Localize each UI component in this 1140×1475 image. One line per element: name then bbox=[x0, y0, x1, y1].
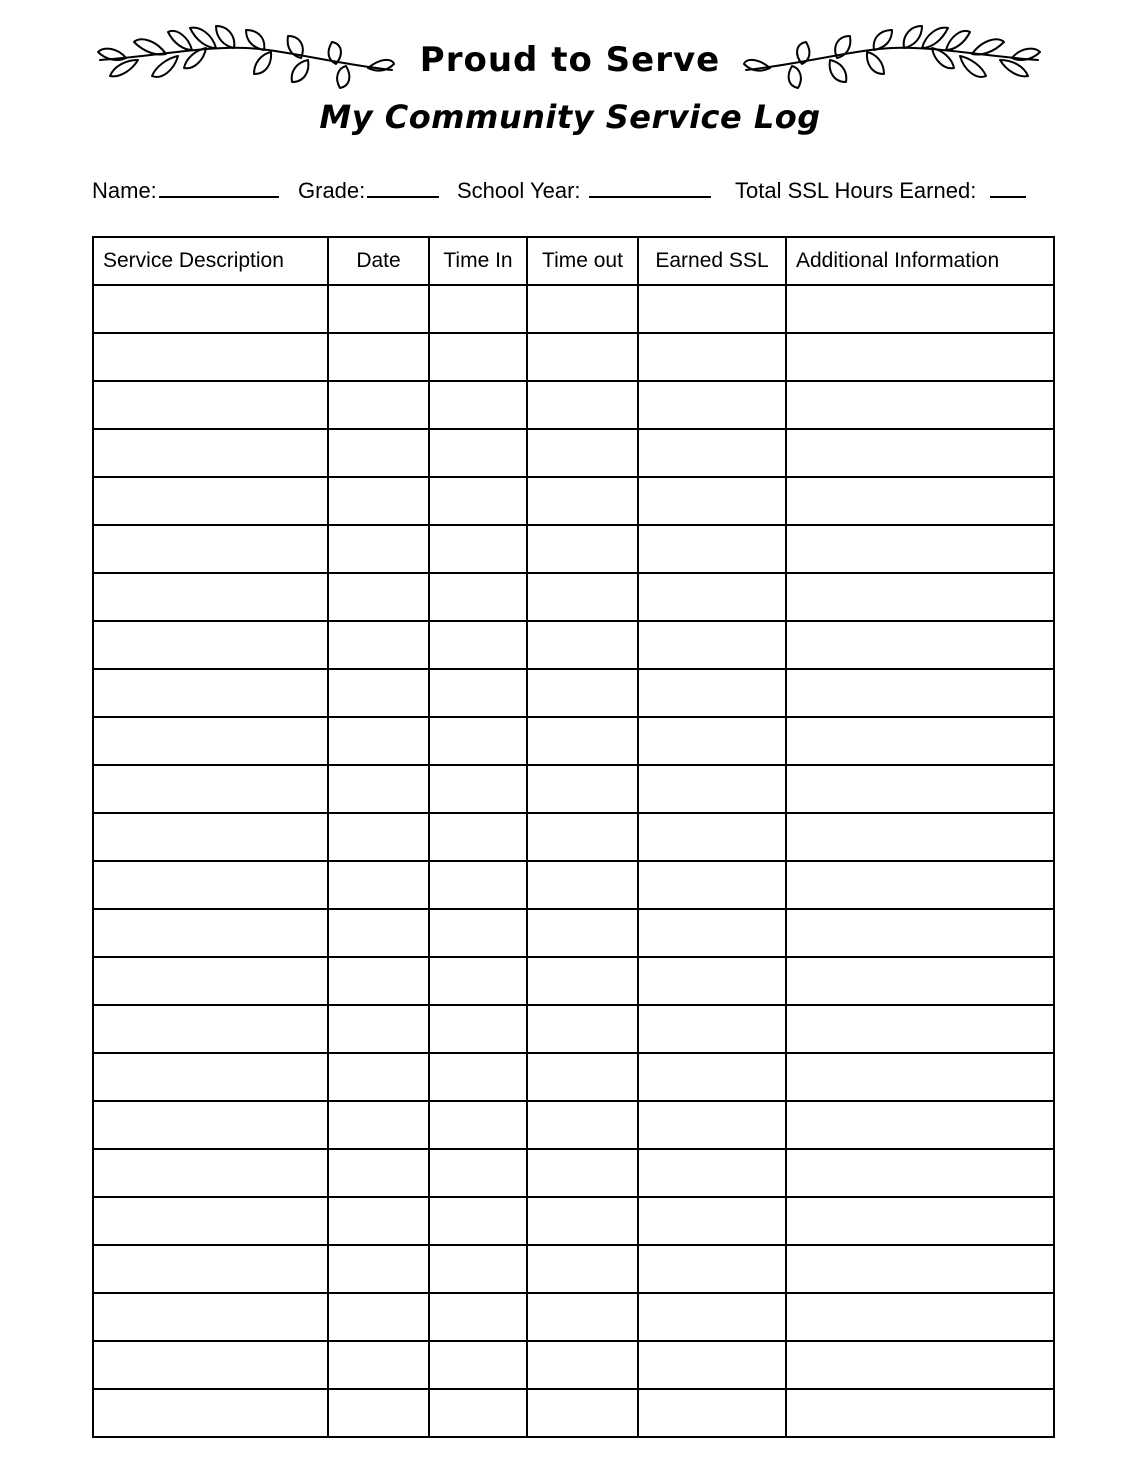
table-cell[interactable] bbox=[786, 765, 1054, 813]
table-cell[interactable] bbox=[527, 1293, 638, 1341]
table-cell[interactable] bbox=[328, 765, 429, 813]
page-subtitle: My Community Service Log bbox=[319, 98, 821, 136]
table-cell[interactable] bbox=[328, 813, 429, 861]
table-cell[interactable] bbox=[638, 1245, 786, 1293]
table-cell[interactable] bbox=[93, 333, 328, 381]
table-row bbox=[93, 573, 1054, 621]
table-cell[interactable] bbox=[93, 909, 328, 957]
table-cell[interactable] bbox=[638, 1389, 786, 1437]
table-cell[interactable] bbox=[638, 717, 786, 765]
table-cell[interactable] bbox=[638, 909, 786, 957]
table-cell[interactable] bbox=[638, 381, 786, 429]
table-row bbox=[93, 1101, 1054, 1149]
table-cell[interactable] bbox=[328, 1245, 429, 1293]
table-cell[interactable] bbox=[786, 621, 1054, 669]
table-cell[interactable] bbox=[527, 957, 638, 1005]
table-cell[interactable] bbox=[527, 909, 638, 957]
table-cell[interactable] bbox=[328, 669, 429, 717]
table-cell[interactable] bbox=[328, 621, 429, 669]
table-cell[interactable] bbox=[786, 813, 1054, 861]
table-cell[interactable] bbox=[328, 957, 429, 1005]
table-cell[interactable] bbox=[328, 1389, 429, 1437]
table-cell[interactable] bbox=[527, 1197, 638, 1245]
table-cell[interactable] bbox=[527, 621, 638, 669]
table-cell[interactable] bbox=[93, 1389, 328, 1437]
table-cell[interactable] bbox=[638, 333, 786, 381]
table-cell[interactable] bbox=[527, 1245, 638, 1293]
table-cell[interactable] bbox=[429, 1293, 527, 1341]
table-cell[interactable] bbox=[429, 1245, 527, 1293]
table-cell[interactable] bbox=[429, 333, 527, 381]
table-cell[interactable] bbox=[429, 765, 527, 813]
table-cell[interactable] bbox=[786, 1389, 1054, 1437]
table-cell[interactable] bbox=[786, 285, 1054, 333]
table-cell[interactable] bbox=[93, 1197, 328, 1245]
column-header-time-in: Time In bbox=[429, 237, 527, 285]
table-row bbox=[93, 1149, 1054, 1197]
table-cell[interactable] bbox=[429, 957, 527, 1005]
table-cell[interactable] bbox=[429, 669, 527, 717]
table-cell[interactable] bbox=[328, 477, 429, 525]
table-cell[interactable] bbox=[638, 1053, 786, 1101]
table-row bbox=[93, 1053, 1054, 1101]
table-row bbox=[93, 621, 1054, 669]
table-row bbox=[93, 1005, 1054, 1053]
table-cell[interactable] bbox=[786, 1053, 1054, 1101]
table-cell[interactable] bbox=[638, 813, 786, 861]
table-row bbox=[93, 525, 1054, 573]
total-hours-label: Total SSL Hours Earned: bbox=[735, 178, 977, 203]
school-year-blank-line[interactable] bbox=[589, 176, 711, 198]
table-cell[interactable] bbox=[527, 1005, 638, 1053]
table-row bbox=[93, 1245, 1054, 1293]
table-cell[interactable] bbox=[429, 1389, 527, 1437]
table-cell[interactable] bbox=[527, 1149, 638, 1197]
table-cell[interactable] bbox=[527, 1101, 638, 1149]
table-cell[interactable] bbox=[429, 621, 527, 669]
school-year-label: School Year: bbox=[457, 178, 581, 203]
table-row bbox=[93, 813, 1054, 861]
table-cell[interactable] bbox=[638, 621, 786, 669]
table-cell[interactable] bbox=[93, 621, 328, 669]
table-row bbox=[93, 957, 1054, 1005]
table-cell[interactable] bbox=[93, 477, 328, 525]
table-cell[interactable] bbox=[786, 909, 1054, 957]
table-cell[interactable] bbox=[429, 861, 527, 909]
table-cell[interactable] bbox=[328, 861, 429, 909]
table-cell[interactable] bbox=[429, 525, 527, 573]
table-cell[interactable] bbox=[638, 1005, 786, 1053]
column-header-time-out: Time out bbox=[527, 237, 638, 285]
table-cell[interactable] bbox=[786, 1005, 1054, 1053]
table-cell[interactable] bbox=[328, 285, 429, 333]
table-cell[interactable] bbox=[527, 861, 638, 909]
table-cell[interactable] bbox=[93, 717, 328, 765]
table-cell[interactable] bbox=[328, 1053, 429, 1101]
table-cell[interactable] bbox=[328, 429, 429, 477]
table-cell[interactable] bbox=[527, 381, 638, 429]
grade-field[interactable] bbox=[298, 176, 439, 204]
column-header-date: Date bbox=[328, 237, 429, 285]
table-cell[interactable] bbox=[638, 765, 786, 813]
total-hours-blank-line[interactable] bbox=[990, 176, 1026, 198]
table-cell[interactable] bbox=[93, 429, 328, 477]
table-cell[interactable] bbox=[638, 669, 786, 717]
table-cell[interactable] bbox=[429, 573, 527, 621]
page-title: Proud to Serve bbox=[419, 40, 721, 80]
column-header-additional-information: Additional Information bbox=[786, 237, 1054, 285]
table-cell[interactable] bbox=[527, 285, 638, 333]
total-hours-field[interactable] bbox=[735, 176, 1026, 204]
table-cell[interactable] bbox=[527, 525, 638, 573]
table-cell[interactable] bbox=[638, 1197, 786, 1245]
table-cell[interactable] bbox=[786, 1245, 1054, 1293]
table-cell[interactable] bbox=[328, 381, 429, 429]
table-cell[interactable] bbox=[328, 525, 429, 573]
table-row bbox=[93, 861, 1054, 909]
table-cell[interactable] bbox=[328, 1197, 429, 1245]
table-cell[interactable] bbox=[93, 1005, 328, 1053]
table-cell[interactable] bbox=[786, 717, 1054, 765]
name-blank-line[interactable] bbox=[159, 176, 279, 198]
table-cell[interactable] bbox=[429, 1101, 527, 1149]
table-cell[interactable] bbox=[93, 1293, 328, 1341]
table-cell[interactable] bbox=[786, 669, 1054, 717]
school-year-field[interactable] bbox=[457, 176, 711, 204]
student-info-fields bbox=[0, 176, 1140, 206]
table-cell[interactable] bbox=[527, 813, 638, 861]
table-cell[interactable] bbox=[638, 1341, 786, 1389]
table-cell[interactable] bbox=[527, 477, 638, 525]
table-cell[interactable] bbox=[429, 1149, 527, 1197]
table-cell[interactable] bbox=[527, 669, 638, 717]
table-cell[interactable] bbox=[638, 1149, 786, 1197]
table-cell[interactable] bbox=[786, 1341, 1054, 1389]
table-cell[interactable] bbox=[328, 1293, 429, 1341]
table-cell[interactable] bbox=[527, 717, 638, 765]
table-cell[interactable] bbox=[328, 909, 429, 957]
table-row bbox=[93, 285, 1054, 333]
table-cell[interactable] bbox=[429, 285, 527, 333]
table-cell[interactable] bbox=[328, 1149, 429, 1197]
table-cell[interactable] bbox=[429, 1053, 527, 1101]
table-cell[interactable] bbox=[638, 957, 786, 1005]
table-row bbox=[93, 909, 1054, 957]
table-cell[interactable] bbox=[93, 1101, 328, 1149]
name-label: Name: bbox=[92, 178, 157, 203]
table-cell[interactable] bbox=[786, 525, 1054, 573]
table-cell[interactable] bbox=[429, 1341, 527, 1389]
table-cell[interactable] bbox=[527, 333, 638, 381]
table-cell[interactable] bbox=[786, 957, 1054, 1005]
table-cell[interactable] bbox=[527, 1053, 638, 1101]
table-cell[interactable] bbox=[527, 765, 638, 813]
table-cell[interactable] bbox=[93, 957, 328, 1005]
table-cell[interactable] bbox=[328, 717, 429, 765]
name-field[interactable] bbox=[92, 176, 279, 204]
table-cell[interactable] bbox=[786, 1197, 1054, 1245]
table-cell[interactable] bbox=[429, 429, 527, 477]
table-row bbox=[93, 1293, 1054, 1341]
table-cell[interactable] bbox=[638, 1101, 786, 1149]
table-cell[interactable] bbox=[93, 813, 328, 861]
table-cell[interactable] bbox=[638, 477, 786, 525]
table-cell[interactable] bbox=[429, 909, 527, 957]
table-cell[interactable] bbox=[328, 1005, 429, 1053]
table-cell[interactable] bbox=[786, 429, 1054, 477]
column-header-earned-ssl: Earned SSL bbox=[638, 237, 786, 285]
table-cell[interactable] bbox=[328, 1341, 429, 1389]
service-log-table bbox=[92, 236, 1055, 1438]
table-cell[interactable] bbox=[638, 285, 786, 333]
table-body bbox=[93, 285, 1054, 1437]
table-cell[interactable] bbox=[786, 477, 1054, 525]
table-header-row bbox=[93, 237, 1054, 285]
table-cell[interactable] bbox=[638, 861, 786, 909]
table-cell[interactable] bbox=[429, 381, 527, 429]
table-row bbox=[93, 717, 1054, 765]
column-header-service-description: Service Description bbox=[93, 237, 328, 285]
grade-blank-line[interactable] bbox=[367, 176, 439, 198]
table-cell[interactable] bbox=[638, 1293, 786, 1341]
table-cell[interactable] bbox=[328, 333, 429, 381]
table-row bbox=[93, 1197, 1054, 1245]
table-cell[interactable] bbox=[786, 861, 1054, 909]
table-cell[interactable] bbox=[93, 1149, 328, 1197]
table-cell[interactable] bbox=[638, 525, 786, 573]
grade-label: Grade: bbox=[298, 178, 366, 203]
table-cell[interactable] bbox=[429, 1197, 527, 1245]
table-row bbox=[93, 333, 1054, 381]
page-header bbox=[0, 0, 1140, 150]
table-cell[interactable] bbox=[93, 381, 328, 429]
table-cell[interactable] bbox=[429, 717, 527, 765]
table-cell[interactable] bbox=[527, 1389, 638, 1437]
table-cell[interactable] bbox=[786, 333, 1054, 381]
table-cell[interactable] bbox=[93, 285, 328, 333]
table-cell[interactable] bbox=[429, 813, 527, 861]
table-cell[interactable] bbox=[328, 573, 429, 621]
table-cell[interactable] bbox=[93, 1245, 328, 1293]
table-row bbox=[93, 429, 1054, 477]
table-cell[interactable] bbox=[786, 381, 1054, 429]
table-cell[interactable] bbox=[93, 573, 328, 621]
table-cell[interactable] bbox=[527, 573, 638, 621]
table-row bbox=[93, 765, 1054, 813]
table-cell[interactable] bbox=[93, 1341, 328, 1389]
table-row bbox=[93, 381, 1054, 429]
table-cell[interactable] bbox=[786, 1101, 1054, 1149]
table-cell[interactable] bbox=[638, 573, 786, 621]
table-cell[interactable] bbox=[328, 1101, 429, 1149]
table-cell[interactable] bbox=[786, 1293, 1054, 1341]
table-cell[interactable] bbox=[527, 1341, 638, 1389]
table-row bbox=[93, 1389, 1054, 1437]
table-row bbox=[93, 477, 1054, 525]
table-cell[interactable] bbox=[786, 573, 1054, 621]
table-cell[interactable] bbox=[429, 1005, 527, 1053]
table-row bbox=[93, 1341, 1054, 1389]
table-cell[interactable] bbox=[93, 861, 328, 909]
table-cell[interactable] bbox=[93, 1053, 328, 1101]
table-cell[interactable] bbox=[527, 429, 638, 477]
table-cell[interactable] bbox=[93, 669, 328, 717]
table-cell[interactable] bbox=[429, 477, 527, 525]
table-cell[interactable] bbox=[93, 765, 328, 813]
table-cell[interactable] bbox=[93, 525, 328, 573]
table-cell[interactable] bbox=[786, 1149, 1054, 1197]
table-row bbox=[93, 669, 1054, 717]
table-cell[interactable] bbox=[638, 429, 786, 477]
